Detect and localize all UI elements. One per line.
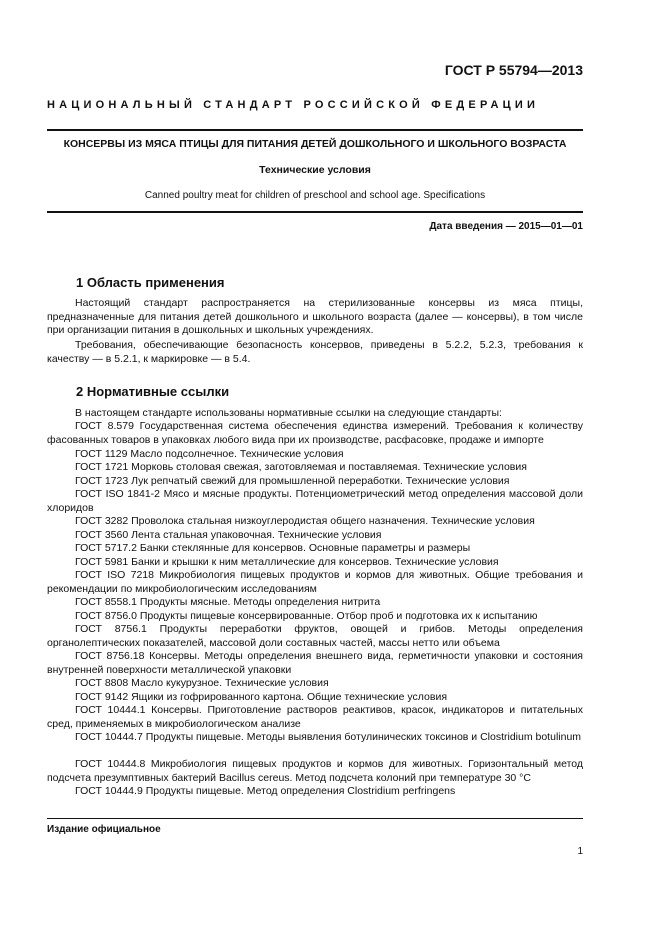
- reference-item: ГОСТ 1129 Масло подсолнечное. Технические условия: [75, 448, 344, 460]
- reference-item: ГОСТ 10444.9 Продукты пищевые. Метод определения Clostridium perfringens: [75, 785, 456, 797]
- reference-item: ГОСТ 5981 Банки и крышки к ним металлические для консервов. Технические условия: [75, 556, 499, 568]
- reference-item: ГОСТ 8756.18 Консервы. Методы определения внешнего вида, герметичности упаковки и состояния внутренней поверхности металлической упаковки: [47, 650, 583, 676]
- section-1-paragraph: Настоящий стандарт распространяется на стерилизованные консервы из мяса птицы, предназначенные для питания детей дошкольного и школьного возраста (далее — консервы), в том числе при организации питания в дошкольных и школьных учреждениях.: [47, 297, 583, 337]
- reference-item: ГОСТ 3560 Лента стальная упаковочная. Технические условия: [75, 529, 382, 541]
- section-2-heading: 2 Нормативные ссылки: [76, 384, 230, 399]
- reference-item: ГОСТ ISO 7218 Микробиология пищевых продуктов и кормов для животных. Общие требования и рекомендации по микробиологическим исследованиям: [47, 569, 583, 595]
- reference-item: ГОСТ 1721 Морковь столовая свежая, заготовляемая и поставляемая. Технические условия: [75, 461, 527, 473]
- document-subtitle: Технические условия: [259, 164, 371, 176]
- reference-item: ГОСТ 9142 Ящики из гофрированного картона. Общие технические условия: [75, 691, 448, 703]
- reference-item: ГОСТ 8756.1 Продукты переработки фруктов, овощей и грибов. Методы определения органолептических показателей, массовой доли составных частей, массы нетто или объема: [47, 623, 583, 649]
- document-title-english: Canned poultry meat for children of preschool and school age. Specifications: [144, 190, 486, 201]
- national-standard-title: НАЦИОНАЛЬНЫЙ СТАНДАРТ РОССИЙСКОЙ ФЕДЕРАЦИИ: [47, 99, 540, 111]
- reference-item: ГОСТ ISO 1841-2 Мясо и мясные продукты. Потенциометрический метод определения массовой доли хлоридов: [47, 488, 583, 514]
- section-1-heading: 1 Область применения: [76, 275, 225, 290]
- section-2-lead: В настоящем стандарте использованы нормативные ссылки на следующие стандарты:: [75, 407, 502, 419]
- document-title: КОНСЕРВЫ ИЗ МЯСА ПТИЦЫ ДЛЯ ПИТАНИЯ ДЕТЕЙ ДОШКОЛЬНОГО И ШКОЛЬНОГО ВОЗРАСТА: [63, 138, 567, 150]
- title-rule: [47, 211, 583, 213]
- introduction-date: Дата введения — 2015—01—01: [429, 221, 583, 232]
- reference-item: ГОСТ 3282 Проволока стальная низкоуглеродистая общего назначения. Технические условия: [75, 515, 535, 527]
- edition-note: Издание официальное: [47, 824, 161, 835]
- reference-item: ГОСТ 10444.7 Продукты пищевые. Методы выявления ботулинических токсинов и Clostridium botulinum: [75, 731, 582, 743]
- reference-item: ГОСТ 5717.2 Банки стеклянные для консервов. Основные параметры и размеры: [75, 542, 471, 554]
- reference-item: ГОСТ 8558.1 Продукты мясные. Методы определения нитрита: [75, 596, 381, 608]
- page-number: 1: [577, 846, 583, 857]
- footer-rule: [47, 818, 583, 819]
- reference-item: ГОСТ 1723 Лук репчатый свежий для промышленной переработки. Технические условия: [75, 475, 510, 487]
- reference-item: ГОСТ 10444.8 Микробиология пищевых продуктов и кормов для животных. Горизонтальный метод подсчета презумптивных бактерий Bacillus cereus. Метод подсчета колоний при температуре 30 °С: [47, 758, 583, 784]
- reference-item: ГОСТ 8808 Масло кукурузное. Технические условия: [75, 677, 329, 689]
- reference-item: ГОСТ 10444.1 Консервы. Приготовление растворов реактивов, красок, индикаторов и питательных сред, применяемых в микробиологическом анализе: [47, 704, 583, 730]
- section-1-paragraph: Требования, обеспечивающие безопасность консервов, приведены в 5.2.2, 5.2.3, требования к качеству — в 5.2.1, к маркировке — в 5.4.: [47, 339, 583, 365]
- top-rule: [47, 129, 583, 131]
- standard-number: ГОСТ Р 55794—2013: [444, 62, 583, 78]
- reference-item: ГОСТ 8.579 Государственная система обеспечения единства измерений. Требования к количеству фасованных товаров в упаковках любого вида при их производстве, расфасовке, продаже и импорте: [47, 420, 583, 446]
- reference-item: ГОСТ 8756.0 Продукты пищевые консервированные. Отбор проб и подготовка их к испытанию: [75, 610, 538, 622]
